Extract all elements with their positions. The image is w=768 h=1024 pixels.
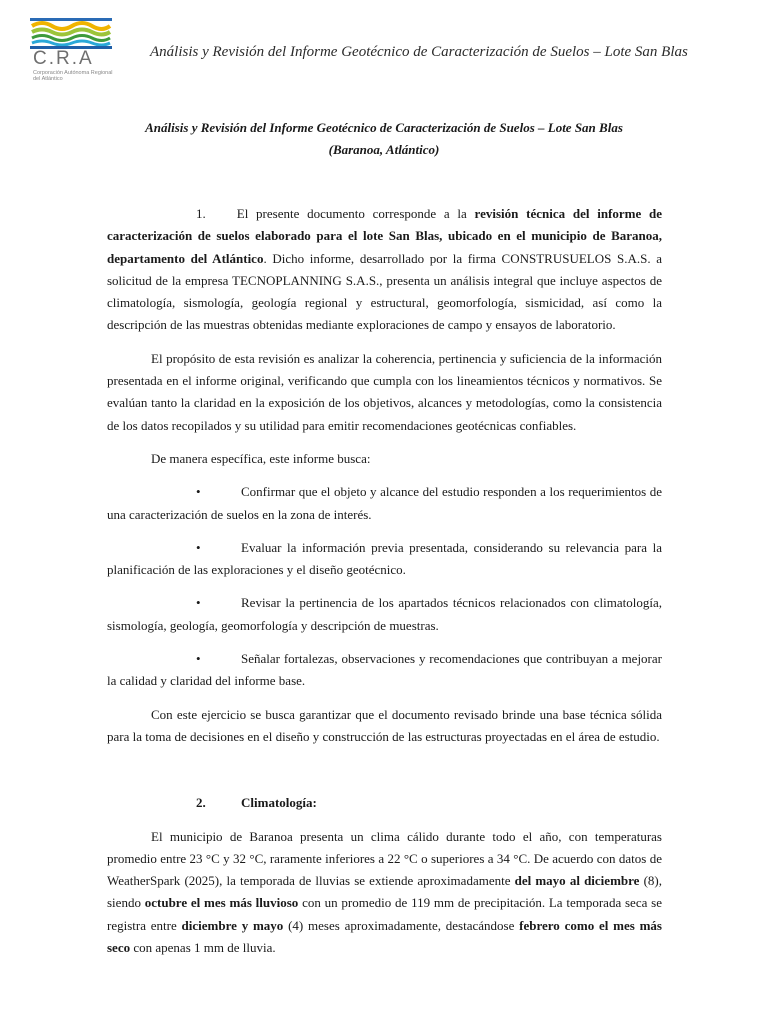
bullet-marker: • xyxy=(196,595,201,611)
document-body xyxy=(107,203,662,959)
bullet-text: Evaluar la información previa presentada, considerando su relevancia para la planificación de las exploraciones y el diseño geotécnico. xyxy=(107,539,662,578)
bullet-text: Señalar fortalezas, observaciones y recomendaciones que contribuyan a mejorar la calidad y claridad del informe base. xyxy=(107,651,662,689)
bullet-item xyxy=(107,648,662,693)
cra-logo-graphic xyxy=(30,18,112,50)
document-title-line1: Análisis y Revisión del Informe Geotécnico de Caracterización de Suelos – Lote San Blas xyxy=(145,120,623,135)
section2-heading xyxy=(107,792,662,814)
bullet-item xyxy=(107,537,662,582)
section1-p1-bold: revisión técnica del informe de caracterización de suelos elaborado para el lote San Blas, ubicado en el municipio de Baranoa, departamento del Atlántico xyxy=(107,206,662,266)
section1-paragraph2: El propósito de esta revisión es analizar la coherencia, pertinencia y suficiencia de la información presentada en el informe original, verificando que cumpla con los lineamientos técnicos y normativos. Se evalúan tanto la claridad en la exposición de los objetivos, alcances y metodologías, como la consistencia de los datos recopilados y su utilidad para emitir recomendaciones geotécnicas confiables. xyxy=(107,350,662,433)
section2-bold: del mayo al diciembre xyxy=(514,873,640,889)
bullet-marker: • xyxy=(196,484,201,500)
section2-text: con apenas 1 mm de lluvia. xyxy=(130,940,276,956)
section2-bold: diciembre y mayo xyxy=(181,917,284,933)
bullet-text: Confirmar que el objeto y alcance del estudio responden a los requerimientos de una caracterización de suelos en la zona de interés. xyxy=(107,484,662,522)
section2-text: (4) meses aproximadamente, destacándose xyxy=(283,917,520,933)
bullet-marker: • xyxy=(196,651,201,667)
bullet-marker: • xyxy=(196,539,201,555)
logo-subtitle: Corporación Autónoma Regional del Atlántico xyxy=(33,70,113,82)
bullet-text: Revisar la pertinencia de los apartados técnicos relacionados con climatología, sismología, geología, geomorfología y descripción de muestras. xyxy=(107,595,662,633)
document-title-line2: (Baranoa, Atlántico) xyxy=(328,142,440,157)
section2-bold: octubre el mes más lluvioso xyxy=(144,895,299,911)
header-title: Análisis y Revisión del Informe Geotécnico de Caracterización de Suelos – Lote San Blas xyxy=(150,44,688,60)
section2-text: (8), siendo xyxy=(107,873,662,911)
section2-paragraph xyxy=(107,826,662,960)
section1-number: 1. xyxy=(196,206,206,221)
section2-bold: febrero como el mes más seco xyxy=(107,917,662,956)
section2-text: con un promedio de 119 mm de precipitación. La temporada seca se registra entre xyxy=(107,895,662,933)
logo-letters: C.R.A xyxy=(33,48,94,69)
section1-p1-text-a: El presente documento corresponde a la xyxy=(236,206,475,221)
bullet-item xyxy=(107,481,662,526)
section2-number: 2. xyxy=(196,795,206,811)
section2-title: Climatología: xyxy=(241,795,317,811)
section1-paragraph3: De manera específica, este informe busca: xyxy=(151,450,371,466)
section2-text: El municipio de Baranoa presenta un clima cálido durante todo el año, con temperaturas promedio entre 23 °C y 32 °C, raramente inferiores a 22 °C o superiores a 34 °C. De acuerdo con datos de WeatherSpark (2025), la temporada de lluvias se extiende aproximadamente xyxy=(107,828,662,889)
section1-p1-text-c: . Dicho informe, desarrollado por la firma CONSTRUSUELOS S.A.S. a solicitud de la empresa TECNOPLANNING S.A.S., presenta un análisis integral que incluye aspectos de climatología, sismología, geología regional y estructural, geomorfología, sismicidad, así como la descripción de las muestras obtenidas mediante exploraciones de campo y ensayos de laboratorio. xyxy=(107,250,662,333)
section1-paragraph1 xyxy=(107,203,662,337)
page-header xyxy=(0,0,768,90)
document-title xyxy=(0,117,768,161)
section1-paragraph4: Con este ejercicio se busca garantizar que el documento revisado brinde una base técnica sólida para la toma de decisiones en el diseño y construcción de las estructuras proyectadas en el área de estudio. xyxy=(107,706,662,744)
bullet-item xyxy=(107,592,662,637)
